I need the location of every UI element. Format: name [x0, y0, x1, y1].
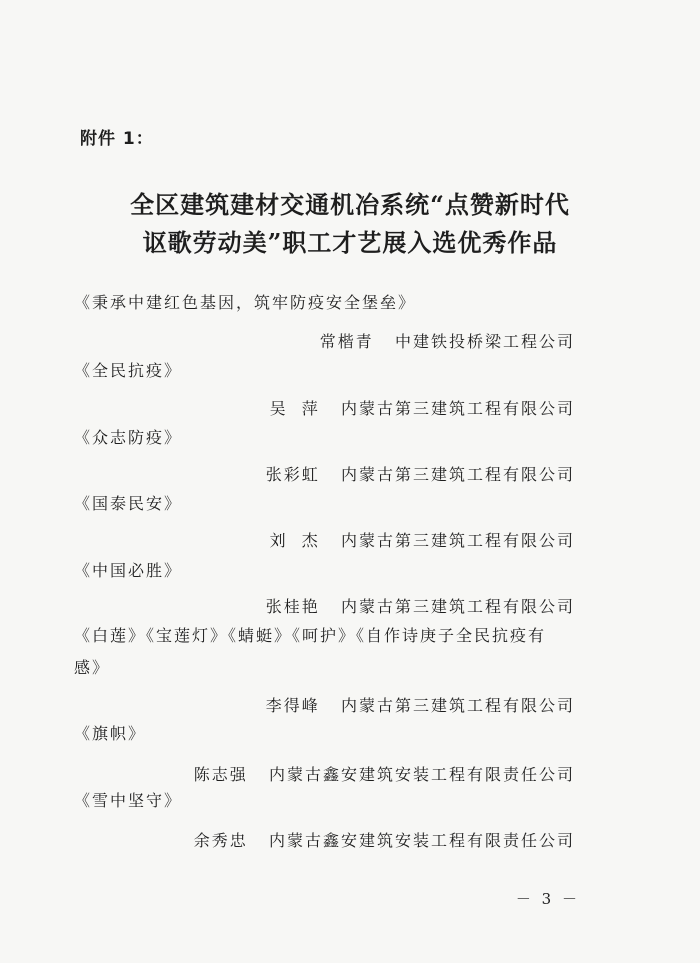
work-title: 《全民抗疫》: [74, 361, 183, 380]
author-credit: 刘 杰 内蒙古第三建筑工程有限公司: [269, 531, 575, 550]
attachment-label: 附件 1：: [80, 129, 154, 149]
author-credit: 李得峰 内蒙古第三建筑工程有限公司: [265, 696, 575, 715]
author-credit: 余秀忠 内蒙古鑫安建筑安装工程有限责任公司: [193, 831, 575, 850]
page-number: － 3 －: [515, 890, 580, 908]
work-title: 《秉承中建红色基因，筑牢防疫安全堡垒》: [74, 293, 417, 312]
work-title: 《旗帜》: [74, 724, 147, 743]
author-credit: 张桂艳 内蒙古第三建筑工程有限公司: [265, 597, 575, 616]
author-credit: 吴 萍 内蒙古第三建筑工程有限公司: [269, 399, 575, 418]
document-title-line-1: 全区建筑建材交通机冶系统“点赞新时代: [130, 190, 570, 219]
author-credit: 张彩虹 内蒙古第三建筑工程有限公司: [265, 465, 575, 484]
author-credit: 常楷青 中建铁投桥梁工程公司: [319, 332, 575, 351]
author-credit: 陈志强 内蒙古鑫安建筑安装工程有限责任公司: [193, 765, 575, 784]
work-title: 《中国必胜》: [74, 561, 183, 580]
work-title: 《国泰民安》: [74, 494, 183, 513]
work-title: 《白莲》《宝莲灯》《蜻蜓》《呵护》《自作诗庚子全民抗疫有感》: [74, 626, 547, 677]
work-title: 《雪中坚守》: [74, 791, 183, 810]
document-title-line-2: 讴歌劳动美”职工才艺展入选优秀作品: [142, 228, 558, 257]
work-title: 《众志防疫》: [74, 428, 183, 447]
